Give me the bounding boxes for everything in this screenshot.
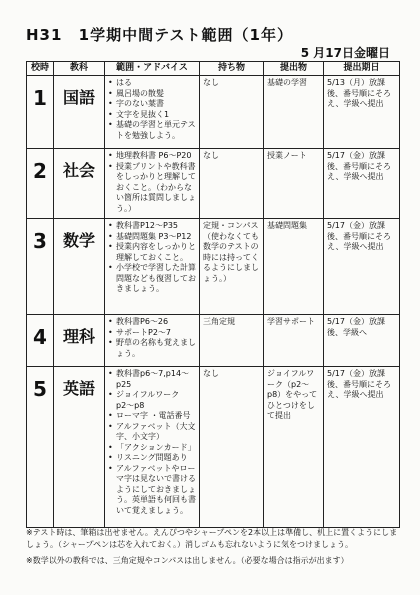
deadline-cell: 5/17（金）放課後、学級へ xyxy=(324,315,400,367)
table-row xyxy=(27,76,400,149)
advice-item: • アルファベット（大文字、小文字） xyxy=(108,422,196,443)
advice-item: • 野草の名称も覚えましょう。 xyxy=(108,338,196,359)
deadline-cell: 5/17（金）放課後、番号順にそろえ、学級へ提出 xyxy=(324,149,400,219)
advice-cell xyxy=(105,315,200,367)
period-cell: 4 xyxy=(27,315,54,367)
header-subject: 教科 xyxy=(54,62,105,76)
advice-item: • 小学校で学習した計算問題なども復習しておきましょう。 xyxy=(108,263,196,295)
advice-item: • 教科書P6〜26 xyxy=(108,317,196,328)
period-cell: 1 xyxy=(27,76,54,149)
advice-item: • サポートP2〜7 xyxy=(108,328,196,339)
note-math-tools: ※数学以外の教科では、三角定規やコンパスは出しません。（必要な場合は指示が出ます） xyxy=(26,556,349,565)
table-row xyxy=(27,149,400,219)
table-row xyxy=(27,315,400,367)
advice-item: • はる xyxy=(108,78,196,89)
advice-cell xyxy=(105,367,200,528)
deadline-cell: 5/17（金）放課後、番号順にそろえ、学級へ提出 xyxy=(324,367,400,528)
advice-item: • ジョイフルワークp2〜p8 xyxy=(108,390,196,411)
title-text: 1学期中間テスト範囲（1年） xyxy=(78,26,293,44)
table-row xyxy=(27,219,400,315)
items-cell: なし xyxy=(200,367,264,528)
period-cell: 3 xyxy=(27,219,54,315)
test-date: 5 月17日金曜日 xyxy=(300,46,390,60)
table-header-row xyxy=(27,62,400,76)
advice-item: • アルファベットやローマ字は見ないで書けるようにしておきましょう。英単語も何回も書いて覚えましょう。 xyxy=(108,464,196,517)
notes-section xyxy=(26,527,400,567)
submission-cell: 基礎問題集 xyxy=(264,219,324,315)
deadline-cell: 5/13（月）放課後、番号順にそろえ、学級へ提出 xyxy=(324,76,400,149)
subject-cell: 英語 xyxy=(54,367,105,528)
exam-schedule-table xyxy=(26,61,400,528)
advice-item: • ローマ字 ・電話番号 xyxy=(108,411,196,422)
header-advice: 範囲・アドバイス xyxy=(105,62,200,76)
submission-cell: 学習サポート xyxy=(264,315,324,367)
deadline-cell: 5/17（金）放課後、番号順にそろえ、学級へ提出 xyxy=(324,219,400,315)
table-row xyxy=(27,367,400,528)
advice-cell xyxy=(105,76,200,149)
items-cell: なし xyxy=(200,76,264,149)
header-period: 校時 xyxy=(27,62,54,76)
subject-cell: 社会 xyxy=(54,149,105,219)
advice-item: • 教科書p6〜7,p14〜p25 xyxy=(108,369,196,390)
period-cell: 2 xyxy=(27,149,54,219)
advice-item: • 字のない葉書 xyxy=(108,99,196,110)
header-submission: 提出物 xyxy=(264,62,324,76)
advice-item: • 「アクションカード」 xyxy=(108,443,196,454)
items-cell: 三角定規 xyxy=(200,315,264,367)
advice-item: • 基礎の学習と単元テストを勉強しよう。 xyxy=(108,120,196,141)
title-year: H31 xyxy=(26,26,63,44)
advice-item: • 文字を見抜く1 xyxy=(108,110,196,121)
advice-cell xyxy=(105,219,200,315)
submission-cell: 基礎の学習 xyxy=(264,76,324,149)
note-pencils: ※テスト時は、筆箱は出せません。えんぴつやシャープペンを2本以上は準備し、机上に置くようにしましょう。（シャープペンは芯を入れておく。）消しゴムも忘れないように気をつけましょう。 xyxy=(26,528,398,549)
header-deadline: 提出期日 xyxy=(324,62,400,76)
advice-cell xyxy=(105,149,200,219)
header-items: 持ち物 xyxy=(200,62,264,76)
period-cell: 5 xyxy=(27,367,54,528)
page-title xyxy=(26,24,293,45)
subject-cell: 国語 xyxy=(54,76,105,149)
advice-item: • リスニング問題あり xyxy=(108,453,196,464)
subject-cell: 数学 xyxy=(54,219,105,315)
items-cell: なし xyxy=(200,149,264,219)
advice-item: • 教科書P12〜P35 xyxy=(108,221,196,232)
advice-item: • 基礎問題集 P3〜P12 xyxy=(108,232,196,243)
submission-cell: ジョイフルワーク（p2〜p8）をやってひとつけをして提出 xyxy=(264,367,324,528)
subject-cell: 理科 xyxy=(54,315,105,367)
advice-item: • 風呂場の散髪 xyxy=(108,89,196,100)
submission-cell: 授業ノート xyxy=(264,149,324,219)
advice-item: • 授業プリントや教科書をしっかりと理解しておくこと。（わからない箇所は質問しましょう。） xyxy=(108,162,196,215)
items-cell: 定規・コンパス（使わなくても数学のテストの時には持ってくるようにしましょう。） xyxy=(200,219,264,315)
advice-item: • 地理教科書 P6〜P20 xyxy=(108,151,196,162)
advice-item: • 授業内容をしっかりと理解しておくこと。 xyxy=(108,242,196,263)
